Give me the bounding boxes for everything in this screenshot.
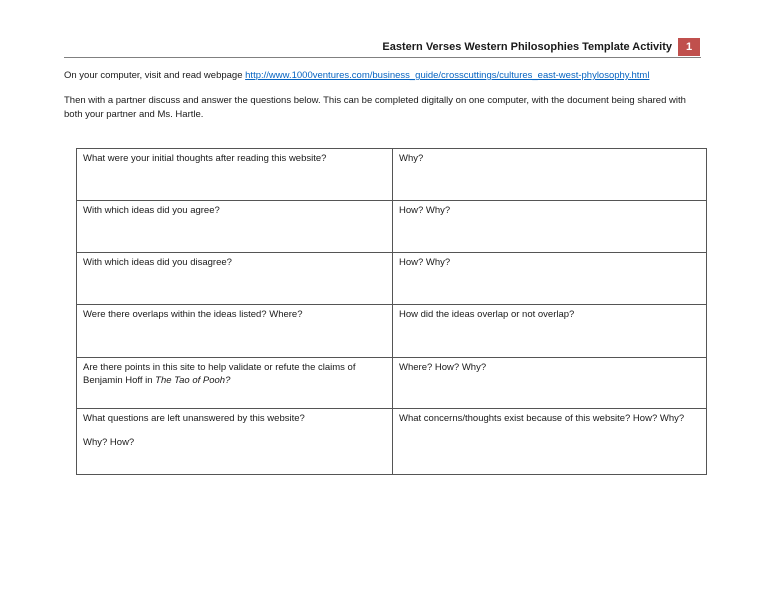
question-cell[interactable] <box>77 409 393 475</box>
intro-line-2: Then with a partner discuss and answer the questions below. This can be completed digitally on one computer, with the document being shared with both your partner and Ms. Hartle. <box>64 95 686 120</box>
question-table <box>76 148 707 475</box>
question-cell[interactable]: Were there overlaps within the ideas listed? Where? <box>77 305 393 358</box>
page-header <box>382 38 700 56</box>
question-cell[interactable]: What were your initial thoughts after reading this website? <box>77 149 393 201</box>
page-number-badge: 1 <box>678 38 700 56</box>
table-row <box>77 201 707 253</box>
answer-cell[interactable]: Where? How? Why? <box>393 358 707 409</box>
table-row <box>77 253 707 305</box>
question-cell[interactable]: With which ideas did you agree? <box>77 201 393 253</box>
question-cell[interactable] <box>77 358 393 409</box>
document-title: Eastern Verses Western Philosophies Template Activity <box>382 41 672 53</box>
answer-cell[interactable]: How did the ideas overlap or not overlap? <box>393 305 707 358</box>
table-row <box>77 305 707 358</box>
intro-line-1-text: On your computer, visit and read webpage <box>64 70 246 81</box>
question-text: Are there points in this site to help validate or refute the claims of Benjamin Hoff in <box>83 362 356 386</box>
table-row <box>77 358 707 409</box>
question-subtext: Why? How? <box>83 436 135 448</box>
webpage-link[interactable]: http://www.1000ventures.com/business_guide/crosscuttings/cultures_east-west-phylosophy.html <box>245 70 650 81</box>
answer-cell[interactable]: Why? <box>393 149 707 201</box>
book-title: The Tao of Pooh? <box>155 374 231 386</box>
question-cell[interactable]: With which ideas did you disagree? <box>77 253 393 305</box>
table-row <box>77 149 707 201</box>
header-divider <box>64 57 701 58</box>
table-row <box>77 409 707 475</box>
intro-line-1 <box>64 69 704 83</box>
answer-cell[interactable]: What concerns/thoughts exist because of this website? How? Why? <box>393 409 707 475</box>
question-text: What questions are left unanswered by this website? <box>83 413 305 424</box>
answer-cell[interactable]: How? Why? <box>393 201 707 253</box>
answer-cell[interactable]: How? Why? <box>393 253 707 305</box>
